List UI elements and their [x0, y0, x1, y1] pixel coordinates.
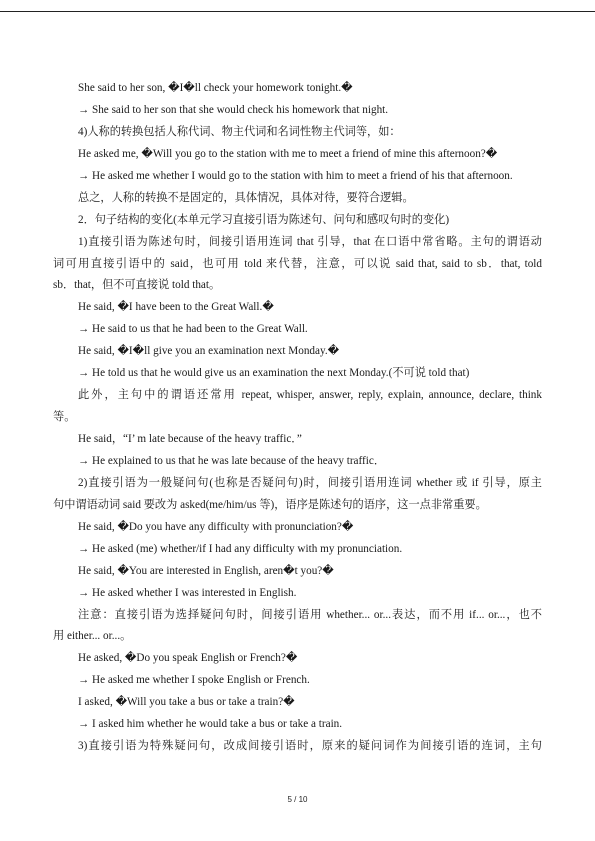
paragraph-line: 用 either... or...。 — [53, 630, 132, 643]
paragraph-line: 句中谓语动词 said 要改为 asked(me/him/us 等)，语序是陈述句的语序，这一点非常重要。 — [53, 498, 487, 511]
header-rule — [0, 11, 595, 12]
paragraph-line: 2)直接引语为一般疑问句(也称是否疑问句)时，间接引语用连词 whether 或 if 引导，原主 — [78, 476, 542, 489]
paragraph-line: 注意：直接引语为选择疑问句时，间接引语用 whether... or...表达，而不用 if... or...，也不 — [78, 608, 542, 621]
example-line: He said, �I�ll give you an examination next Monday.� — [78, 345, 340, 358]
paragraph-line: 3)直接引语为特殊疑问句，改成间接引语时，原来的疑问词作为间接引语的连词，主句 — [78, 740, 542, 753]
page-body — [53, 78, 542, 758]
example-line: → He asked (me) whether/if I had any difficulty with my pronunciation. — [78, 542, 403, 555]
example-line: → I asked him whether he would take a bus or take a train. — [78, 718, 343, 731]
section-heading: 2．句子结构的变化(本单元学习直接引语为陈述句、问句和感叹句时的变化) — [78, 213, 450, 226]
text-line: → She said to her son that she would check his homework that night. — [78, 103, 389, 116]
text-line: 4)人称的转换包括人称代词、物主代词和名词性物主代词等，如： — [78, 125, 401, 138]
example-line: I asked, �Will you take a bus or take a train?� — [78, 696, 295, 709]
example-line: → He asked me whether I spoke English or French. — [78, 674, 310, 687]
example-line: → He told us that he would give us an examination the next Monday.(不可说 told that) — [78, 367, 470, 380]
paragraph-line: 1)直接引语为陈述句时，间接引语用连词 that 引导，that 在口语中常省略。主句的谓语动 — [78, 235, 542, 248]
page-number: 5 / 10 — [287, 795, 308, 804]
example-line: He said, �I have been to the Great Wall.� — [78, 301, 274, 314]
text-line: → He asked me whether I would go to the station with him to meet a friend of his that afternoon. — [78, 169, 513, 182]
example-line: He asked, �Do you speak English or French?� — [78, 652, 298, 665]
paragraph-line: 词可用直接引语中的 said，也可用 told 来代替，注意，可以说 said that, said to sb．that, told — [53, 257, 542, 270]
example-line: He said, �Do you have any difficulty with pronunciation?� — [78, 520, 354, 533]
example-line: → He asked whether I was interested in English. — [78, 586, 297, 599]
example-line: → He said to us that he had been to the Great Wall. — [78, 323, 308, 336]
paragraph-line: 此外，主句中的谓语还常用 repeat, whisper, answer, reply, explain, announce, declare, think — [78, 389, 542, 402]
text-line: He asked me, �Will you go to the station with me to meet a friend of mine this afternoon?� — [78, 147, 498, 160]
paragraph-line: 等。 — [53, 411, 76, 424]
example-line: He said，“I’ m late because of the heavy traffic．” — [78, 433, 302, 445]
paragraph-line: sb．that，但不可直接说 told that。 — [53, 279, 221, 292]
example-line: He said, �You are interested in English, aren�t you?� — [78, 564, 334, 577]
text-line: 总之，人称的转换不是固定的，具体情况，具体对待，要符合逻辑。 — [78, 191, 414, 204]
text-line: She said to her son, �I�ll check your homework tonight.� — [78, 82, 353, 94]
example-line: → He explained to us that he was late because of the heavy traffic． — [78, 454, 386, 467]
